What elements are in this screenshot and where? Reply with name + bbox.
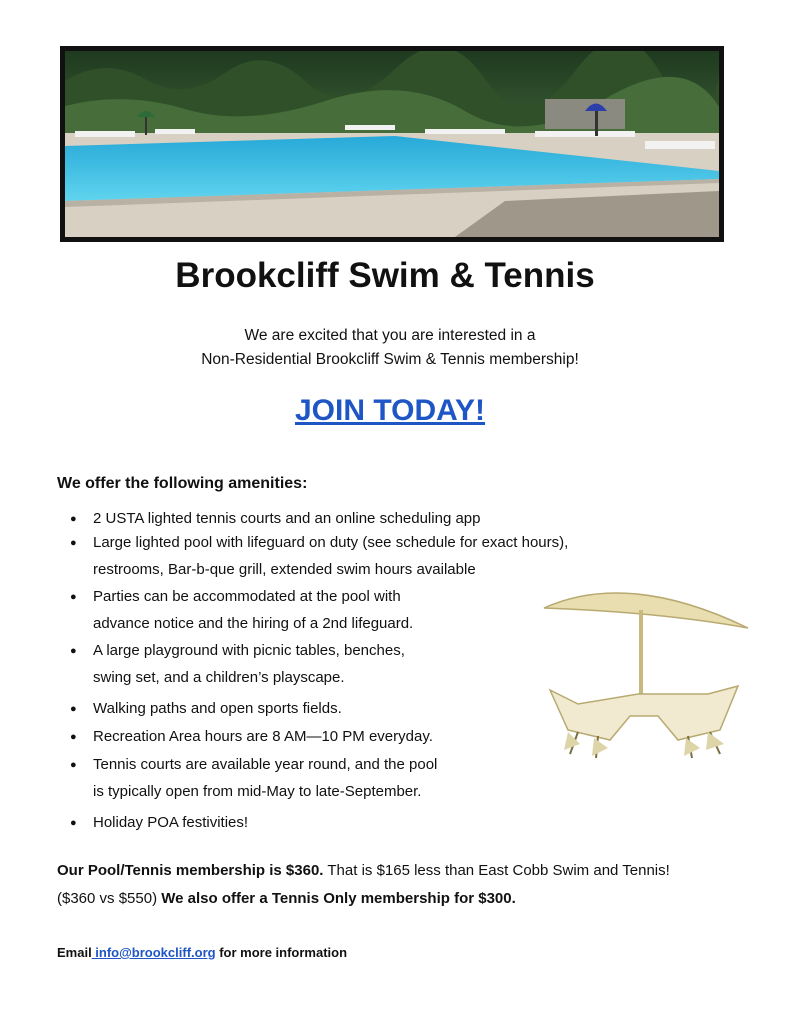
email-suffix: for more information	[215, 945, 348, 960]
intro-text	[0, 324, 780, 372]
list-item-text: Parties can be accommodated at the pool with	[93, 588, 401, 605]
intro-line-1: We are excited that you are interested in a	[244, 327, 536, 344]
amenities-heading: We offer the following amenities:	[57, 475, 308, 492]
email-label: Email	[57, 945, 92, 960]
list-item-text-continued: restrooms, Bar-b-que grill, extended swim hours available	[93, 561, 476, 578]
list-item-text-continued: advance notice and the hiring of a 2nd lifeguard.	[93, 615, 414, 632]
bullet-icon: ●	[70, 513, 77, 525]
umbrella-table-icon	[538, 582, 750, 764]
list-item-text: A large playground with picnic tables, benches,	[93, 642, 405, 659]
intro-line-2: Non-Residential Brookcliff Swim & Tennis membership!	[201, 351, 579, 368]
bullet-icon: ●	[70, 645, 77, 657]
list-item-text: Holiday POA festivities!	[93, 814, 249, 831]
pool-photo-illustration	[65, 51, 719, 237]
bullet-icon: ●	[70, 817, 77, 829]
pricing-text	[57, 857, 757, 913]
pricing-line-1	[57, 857, 757, 885]
bullet-icon: ●	[70, 591, 77, 603]
pool-photo	[60, 46, 724, 242]
list-item-text-continued: swing set, and a children’s playscape.	[93, 669, 345, 686]
list-item	[70, 531, 670, 585]
pricing-highlight: Our Pool/Tennis membership is $360.	[57, 862, 324, 879]
pricing-values: ($360 vs $550)	[57, 890, 162, 907]
list-item-text-continued: is typically open from mid-May to late-September.	[93, 783, 422, 800]
list-item-text: Large lighted pool with lifeguard on duty (see schedule for exact hours),	[93, 534, 569, 551]
bullet-icon: ●	[70, 731, 77, 743]
list-item	[70, 507, 670, 531]
list-item-text: Walking paths and open sports fields.	[93, 700, 342, 717]
pricing-comparison: That is $165 less than East Cobb Swim and Tennis!	[323, 862, 670, 879]
pricing-line-2	[57, 885, 757, 913]
list-item-text: Recreation Area hours are 8 AM—10 PM everyday.	[93, 728, 433, 745]
list-item-text: 2 USTA lighted tennis courts and an online scheduling app	[93, 510, 481, 527]
bullet-icon: ●	[70, 537, 77, 549]
bullet-icon: ●	[70, 703, 77, 715]
contact-line	[57, 945, 347, 960]
page-title: Brookcliff Swim & Tennis	[175, 256, 595, 295]
list-item-text: Tennis courts are available year round, and the pool	[93, 756, 438, 773]
bullet-icon: ●	[70, 759, 77, 771]
tennis-only-offer: We also offer a Tennis Only membership for $300.	[161, 890, 516, 907]
join-today-link[interactable]: JOIN TODAY!	[294, 394, 486, 427]
list-item	[70, 811, 670, 835]
email-link[interactable]: info@brookcliff.org	[91, 945, 216, 960]
